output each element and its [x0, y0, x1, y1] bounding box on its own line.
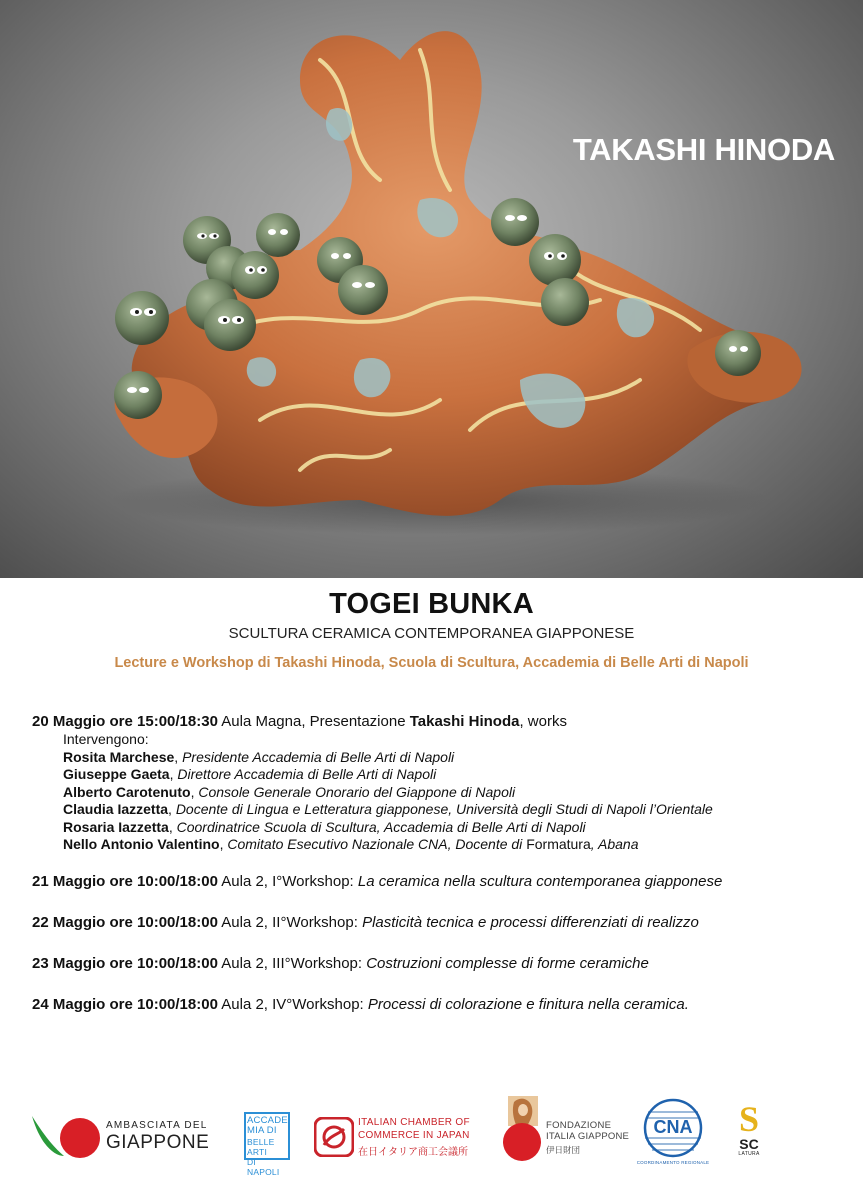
speaker-name: Rosita Marchese	[63, 748, 175, 765]
speaker-name: Rosaria Iazzetta	[63, 818, 169, 835]
speaker-row: Claudia Iazzetta, Docente di Lingua e Letteratura giapponese, Università degli Studi di Napoli l’Orientale	[63, 801, 713, 817]
speaker-role: Direttore Accademia di Belle Arti di Napoli	[177, 766, 437, 782]
speaker-name: Alberto Carotenuto	[63, 783, 191, 800]
schedule-workshop-4	[32, 996, 852, 1014]
speaker-row: Rosita Marchese, Presidente Accademia di Belle Arti di Napoli	[63, 748, 455, 765]
cna-mark: CNA	[653, 1117, 693, 1137]
cna-caption: COORDINAMENTO REGIONALE	[636, 1160, 710, 1165]
speaker-role: Coordinatrice Scuola di Scultura, Accademia di Belle Arti di Napoli	[176, 818, 586, 835]
embassy-logo	[30, 1112, 225, 1160]
chamber-line3: 在日イタリア商工会議所	[358, 1147, 468, 1158]
speaker-role: Comitato Esecutivo Nazionale CNA, Docente di	[227, 836, 527, 852]
academy-line2: MIA DI	[247, 1125, 277, 1137]
schedule-date: 24 Maggio ore 10:00/18:00	[32, 995, 218, 1013]
cna-logo	[636, 1098, 710, 1168]
workshop-topic: La ceramica nella scultura contemporanea giapponese	[357, 872, 723, 890]
event-subtitle: SCULTURA CERAMICA CONTEMPORANEA GIAPPONESE	[228, 625, 635, 642]
speaker-role-plain: Formatura	[526, 836, 591, 852]
scultura-letter: S	[738, 1099, 760, 1139]
foundation-line2: ITALIA GIAPPONE	[546, 1131, 630, 1142]
speaker-name: Giuseppe Gaeta	[63, 766, 170, 782]
speaker-row: Alberto Carotenuto, Console Generale Onorario del Giappone di Napoli	[63, 783, 516, 800]
sponsor-logos	[0, 1090, 863, 1180]
embassy-emblem-icon	[30, 1112, 110, 1160]
chamber-emblem-icon	[314, 1117, 354, 1157]
foundation-line1: FONDAZIONE	[546, 1120, 612, 1131]
academy-logo	[244, 1112, 290, 1178]
scultura-line1: SC	[739, 1136, 759, 1152]
chamber-line2: COMMERCE IN JAPAN	[358, 1130, 470, 1141]
scultura-line2: LATURA	[738, 1151, 760, 1157]
workshop-topic: Processi di colorazione e finitura nella ceramica.	[367, 995, 689, 1013]
event-tagline: Lecture e Workshop di Takashi Hinoda, Scuola di Scultura, Accademia di Belle Arti di Napoli	[114, 655, 749, 671]
intervengono-label: Intervengono:	[63, 731, 149, 747]
foundation-line3: 伊日財団	[546, 1145, 581, 1155]
speaker-row: Rosaria Iazzetta, Coordinatrice Scuola di Scultura, Accademia di Belle Arti di Napoli	[63, 818, 586, 835]
academy-line4: DI NAPOLI	[247, 1157, 280, 1178]
speaker-role: Presidente Accademia di Belle Arti di Napoli	[182, 748, 455, 765]
schedule-workshop-3	[32, 955, 852, 973]
workshop-topic: Plasticità tecnica e processi differenziati di realizzo	[362, 913, 699, 931]
foundation-logo	[500, 1096, 630, 1164]
schedule	[32, 713, 852, 1014]
speaker-name: Nello Antonio Valentino	[63, 836, 220, 852]
embassy-line1: AMBASCIATA DEL	[106, 1120, 208, 1131]
schedule-date: 21 Maggio ore 10:00/18:00	[32, 872, 218, 890]
chamber-line1: ITALIAN CHAMBER OF	[358, 1117, 470, 1128]
presenter-name: Takashi Hinoda	[409, 713, 520, 730]
schedule-place: Aula Magna, Presentazione	[217, 713, 410, 730]
ceramic-sculpture-image	[0, 0, 863, 578]
workshop-room: Aula 2, I°Workshop:	[217, 872, 358, 890]
scultura-logo	[734, 1099, 764, 1164]
workshop-topic: Costruzioni complesse di forme ceramiche	[366, 954, 649, 972]
academy-line1: ACCADE	[247, 1115, 288, 1126]
workshop-room: Aula 2, IV°Workshop:	[217, 995, 368, 1013]
speaker-row: Giuseppe Gaeta, Direttore Accademia di Belle Arti di Napoli	[63, 766, 437, 782]
speaker-role-end: , Abana	[590, 836, 639, 852]
event-title: TOGEI BUNKA	[329, 588, 534, 620]
workshop-room: Aula 2, II°Workshop:	[217, 913, 363, 931]
schedule-workshop-2	[32, 914, 852, 932]
embassy-line2: GIAPPONE	[106, 1132, 210, 1153]
schedule-day-20	[32, 713, 852, 731]
schedule-date: 23 Maggio ore 10:00/18:00	[32, 954, 218, 972]
schedule-date: 22 Maggio ore 10:00/18:00	[32, 913, 218, 931]
workshop-room: Aula 2, III°Workshop:	[217, 954, 367, 972]
speaker-role: Docente di Lingua e Letteratura giapponese, Università degli Studi di Napoli l’Orientale	[175, 801, 713, 817]
speaker-row: Nello Antonio Valentino, Comitato Esecutivo Nazionale CNA, Docente di Formatura, Abana	[63, 836, 639, 852]
schedule-date: 20 Maggio ore 15:00/18:30	[32, 713, 218, 730]
schedule-workshop-1	[32, 873, 852, 891]
speaker-role: Console Generale Onorario del Giappone di Napoli	[198, 783, 516, 800]
chamber-logo	[314, 1114, 474, 1160]
schedule-suffix: , works	[519, 713, 567, 730]
academy-line3: BELLE ARTI	[247, 1136, 275, 1157]
artist-name-overlay: TAKASHI HINODA	[572, 132, 835, 167]
venus-painting-icon	[500, 1096, 544, 1162]
speaker-name: Claudia Iazzetta	[63, 801, 169, 817]
hero-photo	[0, 0, 863, 578]
